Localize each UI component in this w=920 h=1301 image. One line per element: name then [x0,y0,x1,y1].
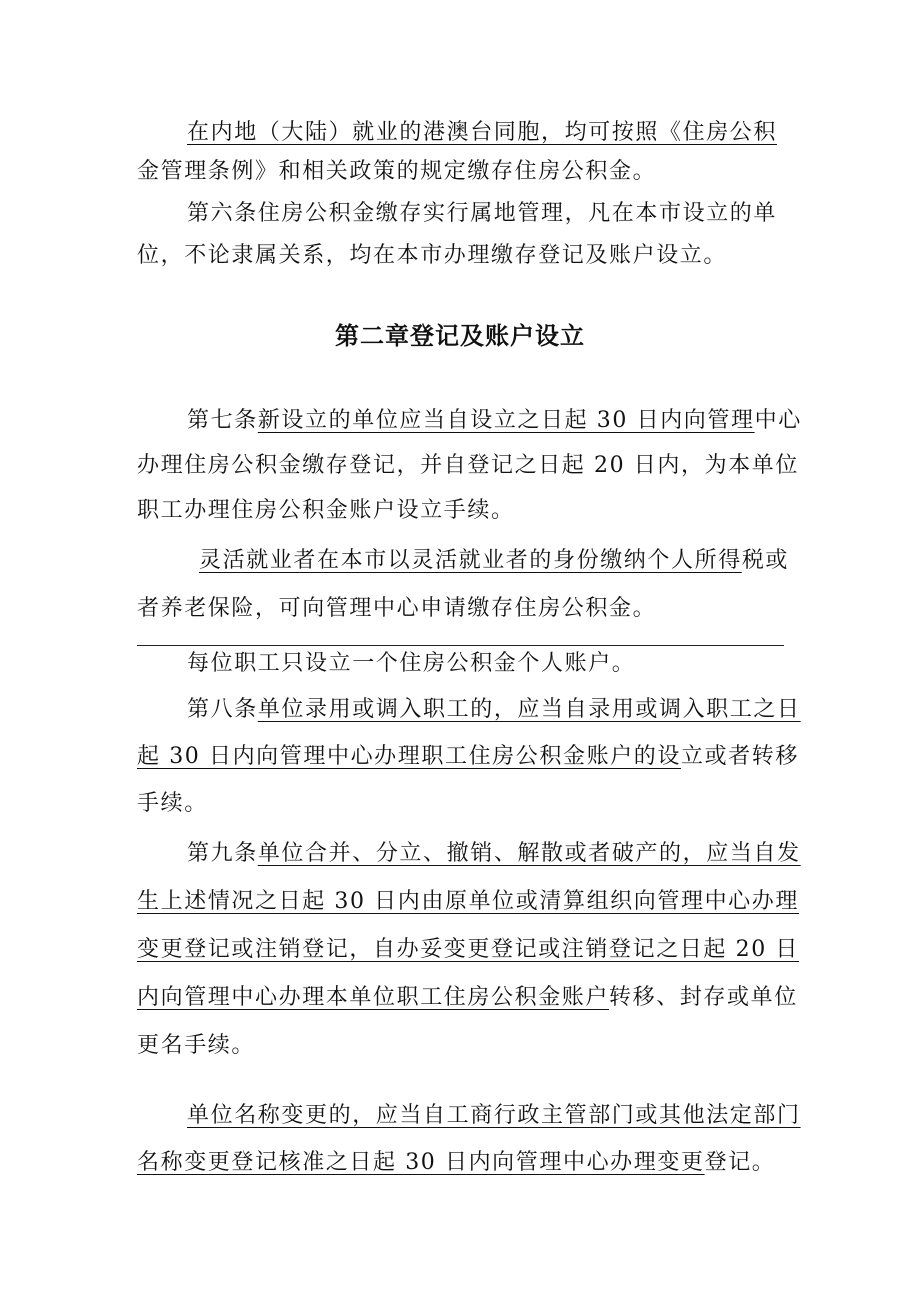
text-run: 转移、封存或单位 [609,985,798,1010]
paragraph-line: 者养老保险，可向管理中心申请缴存住房公积金。 [137,596,657,621]
text-run: 中心 [754,408,802,433]
paragraph-line [137,886,799,918]
underlined-text: 单位名称变更的，应当自工商行政主管部门或其他法定部门 [187,1103,801,1128]
paragraph-line: 手续。 [137,791,208,816]
article-label: 第八条 [187,697,258,722]
paragraph-line [137,741,799,773]
paragraph-line: 办理住房公积金缴存登记，并自登记之日起 20 日内，为本单位 [137,453,799,478]
paragraph-line: 位，不论隶属关系，均在本市办理缴存登记及账户设立。 [137,243,728,268]
paragraph-line [137,1147,775,1179]
underlined-text: 灵活就业者在本市以灵活就业者的身份缴纳个人所得 [199,548,742,573]
paragraph-line [187,838,801,870]
underlined-text: 单位合并、分立、撤销、解散或者破产的，应当自发 [257,841,801,866]
underlined-text: 名称变更登记核准之日起 30 日内向管理中心办理变更 [137,1150,705,1175]
paragraph-line [199,545,789,577]
paragraph-line [187,694,801,726]
underlined-text: 单位录用或调入职工的，应当自录用或调入职工之日 [257,697,801,722]
paragraph-line: 每位职工只设立一个住房公积金个人账户。 [187,651,636,676]
text-run: 税或 [741,548,790,573]
paragraph-line [187,117,777,149]
underlined-text: 在内地（大陆）就业的港澳台同胞，均可按照《住房公积 [187,120,778,145]
underlined-text: 新设立的单位应当自设立之日起 30 日内向管理 [257,408,755,433]
underlined-text: 变更登记或注销登记，自办妥变更登记或注销登记之日起 20 日 [137,937,799,962]
paragraph-line: 职工办理住房公积金账户设立手续。 [137,498,515,523]
text-run: 登记。 [704,1150,776,1175]
underlined-text: 内向管理中心办理本单位职工住房公积金账户 [137,985,610,1010]
article-label: 第七条 [187,408,258,433]
paragraph-line [137,982,798,1014]
paragraph-line: 金管理条例》和相关政策的规定缴存住房公积金。 [137,159,657,184]
underlined-text: 起 30 日内向管理中心办理职工住房公积金账户的设 [137,744,681,769]
paragraph-line: 第六条住房公积金缴存实行属地管理，凡在本市设立的单 [187,201,778,226]
article-label: 第九条 [187,841,258,866]
paragraph-line: 更名手续。 [137,1033,256,1058]
paragraph-line [187,405,802,437]
text-run: 立或者转移 [680,744,799,769]
chapter-title: 第二章登记及账户设立 [335,322,585,350]
horizontal-rule [137,645,784,646]
underlined-text: 生上述情况之日起 30 日内由原单位或清算组织向管理中心办理 [137,889,799,914]
paragraph-line [187,1100,801,1132]
paragraph-line [137,934,799,966]
